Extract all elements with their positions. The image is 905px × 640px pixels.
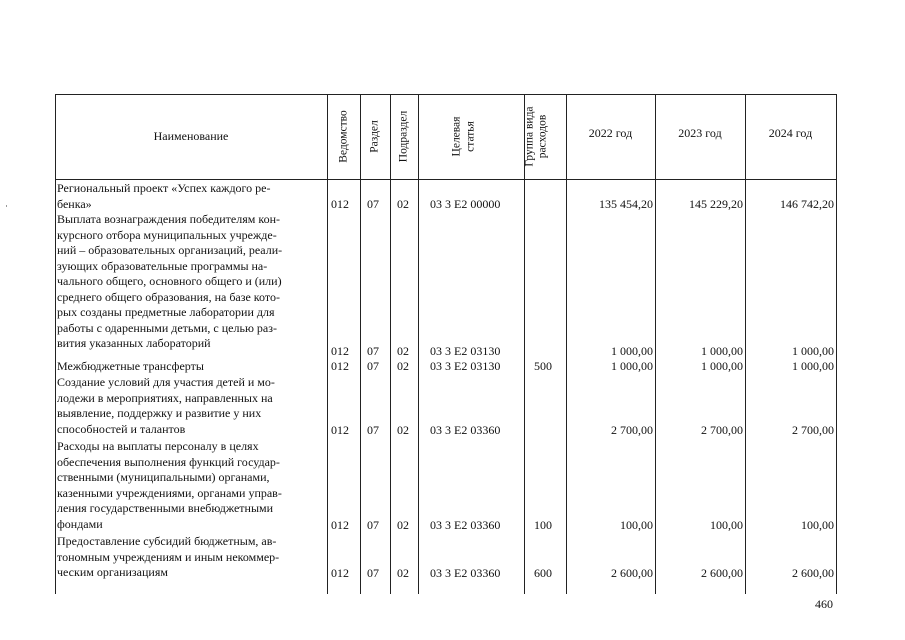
cell-podr: 02 — [397, 197, 409, 211]
cell-cs: 03 3 E2 03130 — [430, 344, 501, 358]
cell-razdel: 07 — [367, 359, 379, 373]
cell-2023: 145 229,20 — [689, 197, 743, 211]
cell-2024: 2 600,00 — [792, 566, 834, 580]
cell-2022: 2 600,00 — [611, 566, 653, 580]
cell-2024: 100,00 — [801, 518, 834, 532]
header-2024: 2024 год — [768, 126, 813, 140]
cell-razdel: 07 — [367, 197, 379, 211]
col-border-left — [55, 94, 56, 594]
cell-2022: 2 700,00 — [611, 423, 653, 437]
cell-2023: 1 000,00 — [701, 359, 743, 373]
cell-ved: 012 — [331, 423, 349, 437]
cell-cs: 03 3 E2 03360 — [430, 566, 501, 580]
row-name: Межбюджетные трансферты — [57, 359, 204, 373]
cell-2023: 100,00 — [710, 518, 743, 532]
cell-razdel: 07 — [367, 344, 379, 358]
header-2023: 2023 год — [678, 126, 722, 140]
header-gruppa-line2: расходов — [536, 114, 549, 159]
cell-vr: 600 — [534, 566, 552, 580]
cell-2022: 1 000,00 — [611, 344, 653, 358]
cell-2023: 1 000,00 — [701, 344, 743, 358]
header-vedomstvo: Ведомство — [337, 110, 350, 163]
cell-ved: 012 — [331, 359, 349, 373]
cell-2022: 1 000,00 — [611, 359, 653, 373]
col-border-3 — [390, 94, 391, 594]
row-name: Создание условий для участия детей и мо- лодежи в мероприятиях, направленных на выявление, поддержку и развитие у них способностей и талантов — [57, 375, 275, 436]
cell-podr: 02 — [397, 344, 409, 358]
col-border-6 — [566, 94, 567, 594]
cell-ved: 012 — [331, 566, 349, 580]
cell-2023: 2 700,00 — [701, 423, 743, 437]
col-border-right — [836, 94, 837, 594]
header-celevaya-line2: статья — [464, 121, 477, 152]
cell-cs: 03 3 E2 03360 — [430, 518, 501, 532]
header-2022: 2022 год — [588, 126, 633, 140]
cell-podr: 02 — [397, 359, 409, 373]
cell-2023: 2 600,00 — [701, 566, 743, 580]
col-border-2 — [360, 94, 361, 594]
row-name: Выплата вознаграждения победителям кон- курсного отбора муниципальных учрежде- ний – образовательных организаций, реали- зующих образовательные программы на- чального общего, основного общего и (или) среднего общего образования, на базе кото- рых созданы предметные лаборатории для работы с одаренными детьми, с целью раз- вития указанных лабораторий — [57, 212, 283, 350]
cell-podr: 02 — [397, 566, 409, 580]
cell-razdel: 07 — [367, 423, 379, 437]
page-number: 460 — [815, 597, 833, 611]
col-border-4 — [418, 94, 419, 594]
cell-razdel: 07 — [367, 566, 379, 580]
row-name: Предоставление субсидий бюджетным, ав- тономным учреждениям и иным некоммер- ческим организациям — [57, 534, 280, 579]
cell-cs: 03 3 E2 03360 — [430, 423, 501, 437]
cell-2022: 100,00 — [620, 518, 653, 532]
table-top-border — [55, 94, 837, 95]
cell-ved: 012 — [331, 197, 349, 211]
header-podrazdel: Подраздел — [397, 110, 410, 163]
cell-razdel: 07 — [367, 518, 379, 532]
header-celevaya-line1: Целевая — [450, 116, 463, 157]
col-border-7 — [655, 94, 656, 594]
col-border-1 — [327, 94, 328, 594]
col-border-8 — [745, 94, 746, 594]
header-gruppa-line1: Группа вида — [523, 106, 536, 167]
cell-ved: 012 — [331, 344, 349, 358]
cell-podr: 02 — [397, 423, 409, 437]
header-razdel: Раздел — [368, 120, 381, 153]
cell-cs: 03 3 E2 03130 — [430, 359, 501, 373]
cell-2024: 2 700,00 — [792, 423, 834, 437]
row-name: Расходы на выплаты персоналу в целях обеспечения выполнения функций государ- ственными (муниципальными) органами, казенными учреждениями, органами управ- ления государственными внебюджетными фондами — [57, 439, 282, 531]
table-header-bottom-border — [55, 179, 837, 180]
cell-podr: 02 — [397, 518, 409, 532]
cell-2022: 135 454,20 — [599, 197, 653, 211]
cell-cs: 03 3 E2 00000 — [430, 197, 501, 211]
header-name: Наименование — [153, 129, 229, 143]
row-name: Региональный проект «Успех каждого ре- бенка» — [57, 181, 271, 211]
cell-2024: 1 000,00 — [792, 359, 834, 373]
cell-2024: 146 742,20 — [780, 197, 834, 211]
scan-mark — [6, 205, 7, 207]
cell-2024: 1 000,00 — [792, 344, 834, 358]
cell-ved: 012 — [331, 518, 349, 532]
cell-vr: 100 — [534, 518, 552, 532]
cell-vr: 500 — [534, 359, 552, 373]
